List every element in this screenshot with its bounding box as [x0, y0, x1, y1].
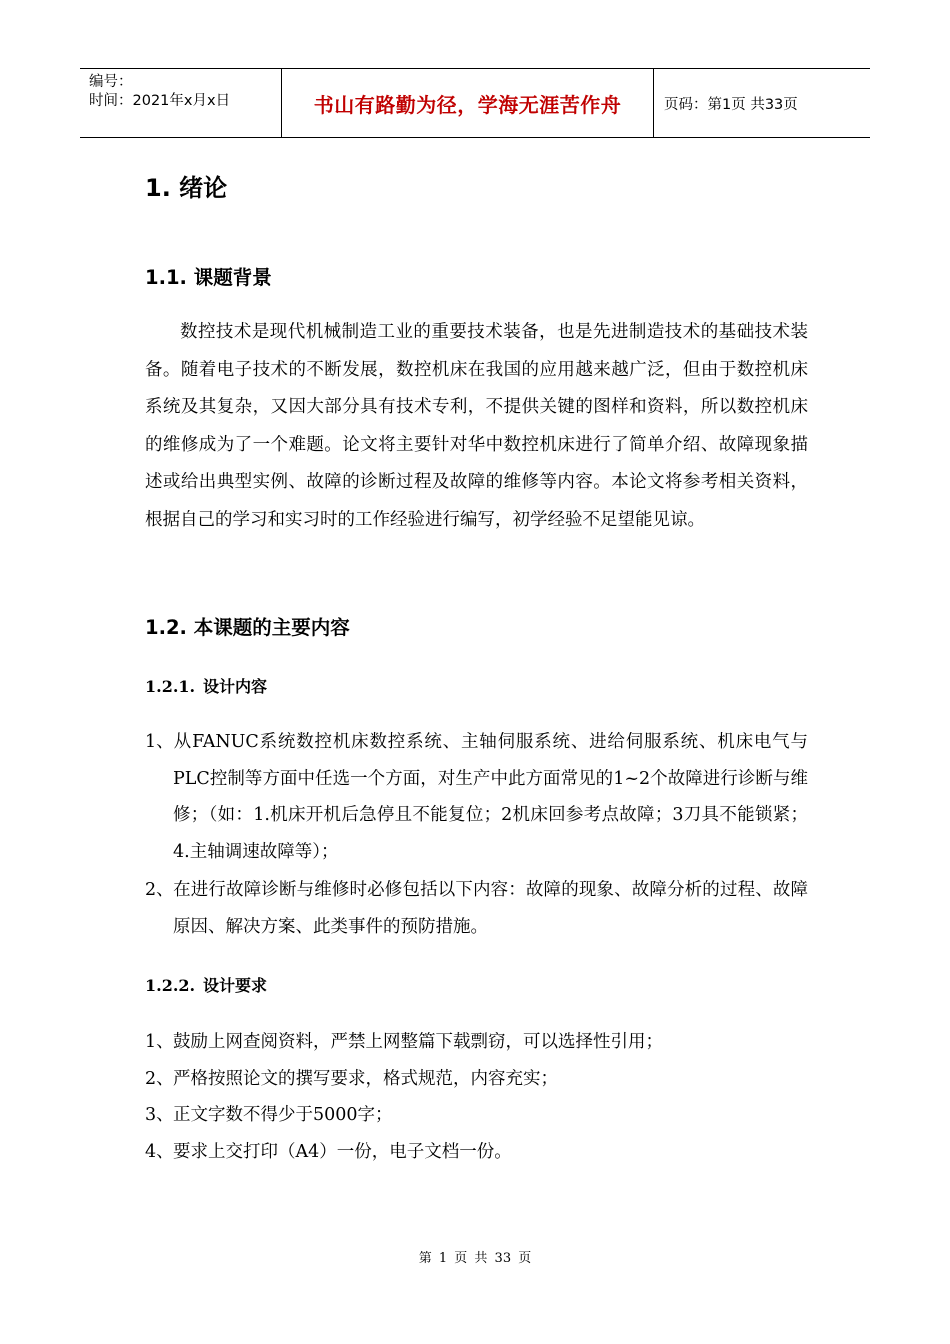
header-page-code: 页码：第1页 共33页	[664, 96, 798, 113]
list-text: 严格按照论文的撰写要求，格式规范，内容充实；	[173, 1069, 558, 1089]
list-marker: 2、	[145, 880, 174, 900]
list-text: 鼓励上网查阅资料，严禁上网整篇下载剽窃，可以选择性引用；	[173, 1032, 663, 1052]
document-header	[80, 68, 870, 138]
subsection-1-2-1-title	[145, 674, 267, 697]
list-item	[145, 1134, 808, 1171]
list-text: 要求上交打印（A4）一份，电子文档一份。	[173, 1142, 512, 1162]
list-item	[145, 1061, 808, 1098]
list-item	[145, 724, 808, 870]
subsection-number: 1.2.1.	[145, 677, 196, 696]
section-1-1-title: 1.1. 课题背景	[145, 266, 272, 289]
list-marker: 3、	[145, 1105, 174, 1125]
list-marker: 1、	[145, 732, 174, 752]
header-time-label: 时间：2021年x月x日	[89, 93, 231, 109]
subsection-label: 设计内容	[203, 677, 268, 696]
list-text: 从FANUC系统数控机床数控系统、主轴伺服系统、进给伺服系统、机床电气与PLC控制等方面中任选一个方面，对生产中此方面常见的1~2个故障进行诊断与维修；（如：1.机床开机后急停且不能复位；2机床回参考点故障；3刀具不能锁紧；4.主轴调速故障等）；	[173, 732, 808, 862]
section-1-1-paragraph: 数控技术是现代机械制造工业的重要技术装备，也是先进制造技术的基础技术装备。随着电子技术的不断发展，数控机床在我国的应用越来越广泛，但由于数控机床系统及其复杂，又因大部分具有技术专利，不提供关键的图样和资料，所以数控机床的维修成为了一个难题。论文将主要针对华中数控机床进行了简单介绍、故障现象描述或给出典型实例、故障的诊断过程及故障的维修等内容。本论文将参考相关资料，根据自己的学习和实习时的工作经验进行编写，初学经验不足望能见谅。	[145, 322, 808, 530]
subsection-label: 设计要求	[203, 976, 268, 995]
header-number-label: 编号：	[89, 74, 133, 90]
list-marker: 1、	[145, 1032, 174, 1052]
subsection-1-2-2-title	[145, 973, 267, 996]
list-item	[145, 1097, 808, 1134]
header-motto: 书山有路勤为径，学海无涯苦作舟	[282, 69, 654, 137]
chapter-title: 1. 绪论	[145, 174, 228, 202]
section-1-2-title: 1.2. 本课题的主要内容	[145, 616, 350, 639]
list-marker: 2、	[145, 1069, 174, 1089]
subsection-number: 1.2.2.	[145, 976, 196, 995]
list-text: 在进行故障诊断与维修时必修包括以下内容：故障的现象、故障分析的过程、故障原因、解决方案、此类事件的预防措施。	[173, 880, 808, 937]
list-text: 正文字数不得少于5000字；	[173, 1105, 393, 1125]
header-meta	[80, 69, 282, 137]
list-marker: 4、	[145, 1142, 174, 1162]
page-footer: 第 1 页 共 33 页	[418, 1251, 532, 1266]
list-item	[145, 872, 808, 945]
list-item	[145, 1024, 808, 1061]
